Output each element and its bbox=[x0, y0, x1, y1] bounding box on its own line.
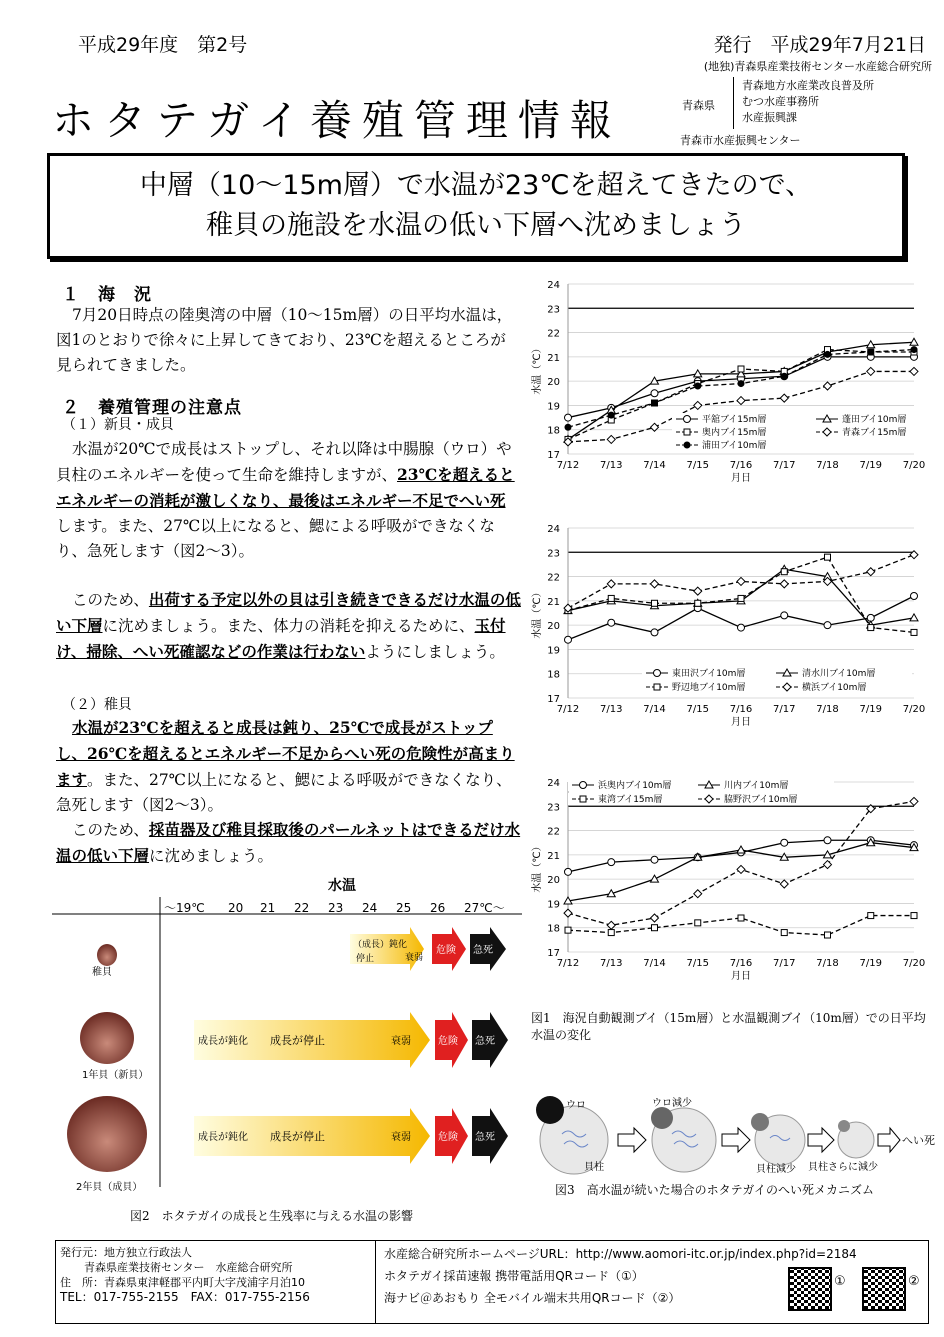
danger-label: 危険 bbox=[438, 1036, 458, 1047]
data-point bbox=[825, 932, 831, 938]
slow-label: （成長）鈍化 bbox=[353, 940, 408, 950]
x-tick-label: 7/17 bbox=[773, 958, 796, 969]
phone-fax: TEL：017-755-2155 FAX：017-755-2156 bbox=[60, 1290, 310, 1304]
data-point bbox=[868, 913, 874, 919]
data-point bbox=[824, 837, 831, 844]
y-tick-label: 22 bbox=[547, 328, 560, 340]
data-point bbox=[867, 568, 875, 576]
data-point bbox=[684, 429, 690, 435]
data-point bbox=[608, 619, 615, 626]
x-tick-label: 7/15 bbox=[686, 460, 709, 471]
temperature-tick: 27℃～ bbox=[464, 901, 505, 915]
legend-label: 蓬田ブイ10m層 bbox=[842, 415, 907, 425]
y-tick-label: 19 bbox=[547, 645, 560, 657]
data-point bbox=[608, 412, 615, 419]
legend-item bbox=[672, 413, 812, 425]
data-point bbox=[654, 684, 660, 690]
text-span: このため、 bbox=[72, 591, 149, 609]
data-point bbox=[737, 577, 745, 585]
x-axis-label: 月日 bbox=[731, 717, 751, 728]
legend-label: 横浜ブイ10m層 bbox=[802, 683, 867, 693]
x-tick-label: 7/19 bbox=[859, 460, 882, 471]
publisher-name: 青森県産業技術センター 水産総合研究所 bbox=[84, 1261, 293, 1274]
y-axis-label: 水温（℃） bbox=[532, 841, 543, 893]
data-point bbox=[651, 875, 659, 882]
series-平舘ブイ15m層 bbox=[565, 353, 918, 421]
weak-label: 衰弱 bbox=[391, 1036, 411, 1047]
series-line bbox=[568, 350, 914, 440]
publisher-info bbox=[56, 1241, 376, 1323]
publisher-label: 発行元：地方独立行政法人 bbox=[60, 1246, 192, 1259]
series-東湾ブイ15m層 bbox=[565, 913, 917, 938]
series-脇野沢ブイ10m層 bbox=[564, 797, 918, 929]
stop-label: 成長が停止 bbox=[270, 1034, 325, 1047]
office-item: 青森地方水産業改良普及所 bbox=[742, 79, 874, 92]
data-point bbox=[651, 400, 658, 407]
footer-box bbox=[55, 1240, 929, 1324]
publication-date: 発行 平成29年7月21日 bbox=[713, 34, 926, 56]
x-tick-label: 7/20 bbox=[902, 958, 926, 969]
y-tick-label: 18 bbox=[547, 425, 560, 437]
data-point bbox=[911, 593, 918, 600]
text-span: ようにしましょう。 bbox=[365, 643, 505, 661]
paragraph-adult-2 bbox=[56, 587, 521, 665]
paragraph-juvenile-2 bbox=[56, 817, 521, 869]
data-point bbox=[780, 580, 788, 588]
subheading-juvenile: （２）稚貝 bbox=[62, 697, 132, 713]
legend-item bbox=[642, 667, 782, 679]
subheading-adult: （１）新貝・成貝 bbox=[62, 417, 174, 433]
data-point bbox=[781, 612, 788, 619]
temperature-tick: 22 bbox=[294, 901, 310, 915]
fig2-header: 水温 bbox=[328, 878, 356, 894]
uro-icon bbox=[651, 1107, 673, 1129]
headline-line1: 中層（10～15m層）で水温が23℃を超えてきたので、 bbox=[139, 170, 813, 201]
temperature-scale bbox=[164, 901, 505, 915]
data-point bbox=[738, 624, 745, 631]
data-point bbox=[781, 839, 788, 846]
issue-number: 平成29年度 第2号 bbox=[78, 34, 248, 56]
y-axis-label: 水温（℃） bbox=[532, 343, 543, 395]
death-label: 急死 bbox=[475, 1132, 495, 1143]
two-year-shell-image bbox=[67, 1096, 147, 1172]
x-tick-label: 7/16 bbox=[729, 958, 753, 969]
data-point bbox=[824, 622, 831, 629]
y-tick-label: 18 bbox=[547, 669, 560, 681]
temperature-tick: 25 bbox=[396, 901, 412, 915]
legend-label: 奥内ブイ15m層 bbox=[702, 428, 767, 438]
data-point bbox=[565, 424, 572, 431]
y-tick-label: 24 bbox=[547, 280, 560, 291]
danger-label: 危険 bbox=[438, 1132, 458, 1143]
y-tick-label: 21 bbox=[547, 352, 560, 364]
y-tick-label: 20 bbox=[547, 377, 560, 389]
y-tick-label: 21 bbox=[547, 596, 560, 608]
emphasis-text: 採苗器及び稚貝採取後のパールネットはできるだけ水温の低い下層 bbox=[56, 820, 521, 865]
data-point bbox=[565, 868, 572, 875]
weak-label: 衰弱 bbox=[405, 953, 424, 963]
data-point bbox=[695, 600, 701, 606]
temperature-tick: 24 bbox=[362, 901, 378, 915]
x-tick-label: 7/14 bbox=[643, 704, 666, 715]
arrow-icon bbox=[808, 1128, 834, 1152]
prefecture-offices bbox=[742, 78, 874, 126]
emphasis-text: 23℃を超えるとエネルギーの消耗が激しくなり、最後はエネルギー不足でへい死 bbox=[56, 465, 515, 510]
y-tick-label: 24 bbox=[547, 778, 560, 789]
death-label: へい死 bbox=[902, 1134, 935, 1147]
data-point bbox=[651, 390, 658, 397]
legend-label: 青森ブイ15m層 bbox=[842, 428, 907, 438]
data-point bbox=[565, 636, 572, 643]
x-tick-label: 7/13 bbox=[600, 958, 623, 969]
legend-label: 東田沢ブイ10m層 bbox=[672, 669, 746, 679]
text-span: に沈めましょう。また、体力の消耗を抑えるために、 bbox=[102, 617, 475, 635]
data-point bbox=[867, 367, 875, 375]
qr1-mark: ① bbox=[834, 1274, 846, 1289]
y-tick-label: 17 bbox=[547, 450, 560, 461]
data-point bbox=[608, 930, 614, 936]
legend-item bbox=[772, 667, 912, 679]
data-point bbox=[781, 930, 787, 936]
y-tick-label: 20 bbox=[547, 875, 560, 887]
row-label: 2年貝（成貝） bbox=[76, 1182, 143, 1193]
arrow-icon bbox=[878, 1128, 900, 1152]
text-span: 水温が20℃で成長はストップし、それ以降は中腸腺（ウロ）や貝柱のエネルギーを使って生命を維持しますが、 bbox=[56, 440, 512, 484]
data-point bbox=[867, 349, 874, 356]
y-tick-label: 20 bbox=[547, 621, 560, 633]
y-tick-label: 17 bbox=[547, 694, 560, 705]
data-point bbox=[737, 397, 745, 405]
y-tick-label: 22 bbox=[547, 826, 560, 838]
data-point bbox=[781, 373, 788, 380]
data-point bbox=[684, 442, 691, 449]
qr-code-icon[interactable] bbox=[862, 1267, 906, 1311]
x-tick-label: 7/13 bbox=[600, 460, 623, 471]
series-line bbox=[568, 557, 914, 632]
qr-code-icon[interactable] bbox=[788, 1267, 832, 1311]
x-tick-label: 7/14 bbox=[643, 460, 666, 471]
x-tick-label: 7/18 bbox=[816, 460, 839, 471]
legend-item bbox=[772, 681, 912, 693]
emphasis-text: 出荷する予定以外の貝は引き続きできるだけ水温の低い下層 bbox=[56, 590, 521, 635]
legend-label: 脇野沢ブイ10m層 bbox=[724, 795, 798, 805]
x-tick-label: 7/15 bbox=[686, 958, 709, 969]
data-point bbox=[607, 580, 615, 588]
y-tick-label: 23 bbox=[547, 548, 560, 560]
temperature-tick: 26 bbox=[430, 901, 446, 915]
data-point bbox=[910, 614, 918, 621]
qr2-description: 海ナビ＠あおもり 全モバイル端末共用QRコード（②） bbox=[384, 1291, 681, 1305]
temperature-tick: 23 bbox=[328, 901, 344, 915]
section1-heading: １ 海 況 bbox=[62, 285, 152, 305]
legend-item bbox=[672, 439, 812, 451]
city-center: 青森市水産振興センター bbox=[680, 134, 801, 147]
data-point bbox=[652, 925, 658, 931]
page-title: ホタテガイ養殖管理情報 bbox=[52, 96, 622, 145]
legend-label: 東湾ブイ15m層 bbox=[598, 795, 663, 805]
y-tick-label: 21 bbox=[547, 850, 560, 862]
x-tick-label: 7/16 bbox=[729, 704, 753, 715]
x-tick-label: 7/16 bbox=[729, 460, 753, 471]
bracket-divider bbox=[733, 77, 740, 129]
kaibashira-decrease2-label: 貝柱さらに減少 bbox=[808, 1162, 878, 1173]
office-item: むつ水産事務所 bbox=[742, 95, 819, 108]
data-point bbox=[738, 366, 744, 372]
data-point bbox=[694, 383, 701, 390]
figure2-diagram bbox=[52, 872, 522, 1202]
text-span: 。また、27℃以上になると、鰓による呼吸ができなくなり、急死します（図2～3）。 bbox=[56, 771, 512, 814]
x-tick-label: 7/12 bbox=[556, 460, 580, 471]
series-野辺地ブイ10m層 bbox=[565, 554, 917, 635]
data-point bbox=[607, 435, 615, 443]
uro-icon bbox=[838, 1120, 850, 1132]
section2-heading: ２ 養殖管理の注意点 bbox=[62, 398, 242, 418]
address: 住 所：青森県東津軽郡平内町大字茂浦字月泊10 bbox=[60, 1276, 305, 1289]
x-tick-label: 7/15 bbox=[686, 704, 709, 715]
data-point bbox=[738, 380, 745, 387]
x-tick-label: 7/12 bbox=[556, 704, 580, 715]
data-point bbox=[911, 629, 917, 635]
links-info bbox=[378, 1241, 928, 1323]
data-point bbox=[651, 629, 658, 636]
text-span: します。また、27℃以上になると、鰓による呼吸ができなくなり、急死します（図2～3）。 bbox=[56, 517, 495, 560]
data-point bbox=[824, 382, 832, 390]
x-tick-label: 7/17 bbox=[773, 460, 796, 471]
data-point bbox=[868, 625, 874, 631]
legend-label: 清水川ブイ10m層 bbox=[802, 669, 876, 679]
arrow-icon bbox=[722, 1128, 750, 1152]
data-point bbox=[694, 587, 702, 595]
x-tick-label: 7/20 bbox=[902, 460, 926, 471]
data-point bbox=[580, 782, 587, 789]
temperature-tick: 21 bbox=[260, 901, 276, 915]
x-tick-label: 7/19 bbox=[859, 704, 882, 715]
x-tick-label: 7/18 bbox=[816, 958, 839, 969]
x-tick-label: 7/14 bbox=[643, 958, 666, 969]
chart-panel-1 bbox=[526, 272, 928, 490]
legend-item bbox=[812, 426, 928, 438]
y-axis-label: 水温（℃） bbox=[532, 587, 543, 639]
y-tick-label: 18 bbox=[547, 923, 560, 935]
data-point bbox=[580, 796, 586, 802]
data-point bbox=[781, 569, 787, 575]
data-point bbox=[738, 595, 744, 601]
x-tick-label: 7/17 bbox=[773, 704, 796, 715]
data-point bbox=[608, 595, 614, 601]
legend-item bbox=[568, 793, 708, 805]
legend-label: 浜奥内ブイ10m層 bbox=[598, 781, 672, 791]
y-tick-label: 24 bbox=[547, 524, 560, 535]
x-tick-label: 7/13 bbox=[600, 704, 623, 715]
uro-label: ウロ bbox=[566, 1100, 586, 1111]
slow-label: 成長が鈍化 bbox=[198, 1132, 248, 1143]
danger-label: 危険 bbox=[436, 945, 456, 956]
death-label: 急死 bbox=[473, 945, 493, 956]
stop-label: 停止 bbox=[356, 954, 375, 964]
kaibashira-decrease-label: 貝柱減少 bbox=[756, 1164, 796, 1175]
temperature-tick: 20 bbox=[228, 901, 244, 915]
series-line bbox=[568, 801, 914, 925]
x-tick-label: 7/20 bbox=[902, 704, 926, 715]
data-point bbox=[910, 338, 918, 345]
data-point bbox=[695, 920, 701, 926]
legend-item bbox=[694, 793, 834, 805]
uro-icon bbox=[751, 1113, 769, 1131]
x-tick-label: 7/18 bbox=[816, 704, 839, 715]
data-point bbox=[694, 401, 702, 409]
section1-text: 7月20日時点の陸奥湾の中層（10～15m層）の日平均水温は，図1のとおりで徐々に上昇してきており、23℃を超えるところが見られてきました。 bbox=[56, 306, 513, 374]
uro-icon bbox=[536, 1096, 564, 1124]
text-span: このため、 bbox=[72, 821, 149, 839]
slow-label: 成長が鈍化 bbox=[198, 1036, 248, 1047]
arrow-icon bbox=[618, 1128, 646, 1152]
x-axis-label: 月日 bbox=[731, 473, 751, 484]
emphasis-text: 玉付け、掃除、へい死確認などの作業は行わない bbox=[56, 616, 506, 661]
legend-label: 野辺地ブイ10m層 bbox=[672, 683, 746, 693]
data-point bbox=[911, 346, 918, 353]
data-point bbox=[737, 865, 745, 873]
data-point bbox=[654, 670, 661, 677]
y-tick-label: 19 bbox=[547, 899, 560, 911]
chart-panel-3 bbox=[526, 770, 928, 988]
data-point bbox=[824, 351, 831, 358]
qr1-description: ホタテガイ採苗速報 携帯電話用QRコード（①） bbox=[384, 1269, 644, 1283]
data-point bbox=[910, 797, 918, 805]
website-url[interactable]: 水産総合研究所ホームページURL：http://www.aomori-itc.or.jp/index.php?id=2184 bbox=[384, 1247, 857, 1261]
data-point bbox=[825, 554, 831, 560]
data-point bbox=[738, 915, 744, 921]
death-label: 急死 bbox=[475, 1036, 495, 1047]
legend-item bbox=[568, 779, 708, 791]
qr2-mark: ② bbox=[908, 1274, 920, 1289]
x-tick-label: 7/12 bbox=[556, 958, 580, 969]
data-point bbox=[651, 914, 659, 922]
legend-item bbox=[672, 426, 812, 438]
data-point bbox=[780, 880, 788, 888]
y-tick-label: 23 bbox=[547, 304, 560, 316]
data-point bbox=[780, 394, 788, 402]
juvenile-shell-image bbox=[97, 944, 117, 966]
legend-item bbox=[812, 413, 928, 425]
y-tick-label: 23 bbox=[547, 802, 560, 814]
row-label: 1年貝（新貝） bbox=[82, 1070, 149, 1081]
figure2-caption: 図2 ホタテガイの成長と生残率に与える水温の影響 bbox=[130, 1209, 414, 1223]
office-item: 水産振興課 bbox=[742, 111, 797, 124]
uro-decrease-label: ウロ減少 bbox=[652, 1098, 692, 1109]
legend-label: 川内ブイ10m層 bbox=[724, 781, 789, 791]
emphasis-text: 水温が23℃を超えると成長は鈍り、25℃で成長がストップし、26℃を超えるとエネルギー不足からへい死の危険性が高まります bbox=[56, 718, 515, 789]
data-point bbox=[911, 913, 917, 919]
legend-item bbox=[642, 681, 782, 693]
data-point bbox=[684, 416, 691, 423]
data-point bbox=[608, 859, 615, 866]
figure1-caption: 図1 海況自動観測ブイ（15m層）と水温観測ブイ（10m層）での日平均水温の変化 bbox=[531, 1011, 926, 1042]
x-axis-label: 月日 bbox=[731, 971, 751, 982]
issuer-name: (地独)青森県産業技術センター水産総合研究所 bbox=[703, 60, 932, 73]
headline-box bbox=[47, 153, 905, 259]
legend-item bbox=[694, 779, 834, 791]
data-point bbox=[652, 600, 658, 606]
data-point bbox=[651, 856, 658, 863]
figure3-caption: 図3 高水温が続いた場合のホタテガイのへい死メカニズム bbox=[555, 1183, 875, 1197]
stop-label: 成長が停止 bbox=[270, 1130, 325, 1143]
y-tick-label: 19 bbox=[547, 401, 560, 413]
y-tick-label: 17 bbox=[547, 948, 560, 959]
one-year-shell-image bbox=[80, 1012, 134, 1064]
prefecture-label: 青森県 bbox=[682, 99, 715, 112]
text-span: に沈めましょう。 bbox=[149, 847, 274, 865]
kaibashira-label: 貝柱 bbox=[584, 1162, 604, 1173]
data-point bbox=[565, 414, 572, 421]
y-tick-label: 22 bbox=[547, 572, 560, 584]
x-tick-label: 7/19 bbox=[859, 958, 882, 969]
headline-line2: 稚貝の施設を水温の低い下層へ沈めましょう bbox=[206, 210, 746, 241]
legend-label: 浦田ブイ10m層 bbox=[702, 441, 767, 451]
legend-label: 平舘ブイ15m層 bbox=[702, 415, 767, 425]
row-label: 稚貝 bbox=[92, 967, 112, 978]
data-point bbox=[564, 909, 572, 917]
weak-label: 衰弱 bbox=[391, 1132, 411, 1143]
chart-panel-2 bbox=[526, 516, 928, 734]
data-point bbox=[651, 580, 659, 588]
temperature-tick: ～19℃ bbox=[164, 901, 205, 915]
paragraph-adult-1 bbox=[56, 437, 521, 564]
data-point bbox=[910, 367, 918, 375]
data-point bbox=[565, 927, 571, 933]
data-point bbox=[737, 846, 745, 853]
paragraph-juvenile-1 bbox=[56, 715, 521, 818]
data-point bbox=[694, 890, 702, 898]
